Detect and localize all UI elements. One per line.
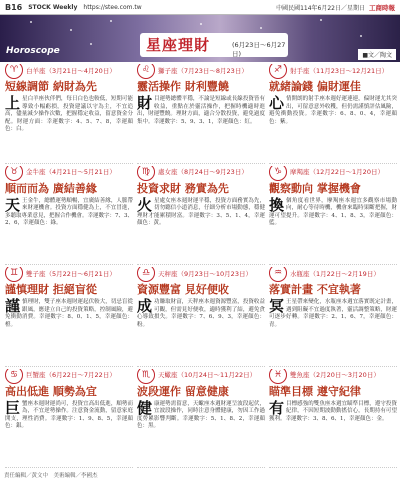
sign-headline: 順而而為 廣結善緣 — [5, 181, 97, 195]
libra-icon: ♎ — [137, 267, 155, 282]
sign-name: 射手座（11月23日～12月21日） — [290, 66, 389, 75]
drop-cap: 心 — [269, 94, 285, 112]
drop-cap: 有 — [269, 398, 285, 417]
sign-headline: 瞄準目標 遵守紀律 — [269, 384, 361, 398]
horoscope-banner — [0, 15, 400, 62]
horoscope-grid — [5, 64, 397, 468]
drop-cap: 火 — [137, 195, 153, 214]
sign-headline: 高出低進 順勢為宜 — [5, 384, 97, 398]
sign-body: 王金牛，總體運勢順暢，宜廣結善緣，人脈帶來財運機會。投資方面穩健為上，不宜冒進，多聽取專業意見，把握合作機會。幸運數字：7、3、2、6，幸運顏色：綠。 — [5, 197, 133, 226]
taurus-icon: ♉ — [5, 166, 23, 181]
site-url[interactable]: https://stee.com.tw — [83, 3, 142, 11]
sign-name: 白羊座（3月21日～4月20日） — [26, 66, 116, 75]
virgo-icon: ♍ — [137, 166, 155, 181]
sign-name: 天秤座（9月23日～10月23日） — [158, 269, 252, 278]
sign-headline: 資源豐富 見好便收 — [137, 283, 229, 296]
drop-cap: 財 — [137, 94, 153, 112]
title-box — [140, 33, 288, 57]
sign-name: 處女座（8月24日～9月23日） — [158, 168, 248, 176]
sign-headline: 觀察動向 掌握機會 — [269, 181, 361, 195]
sign-card-libra — [137, 267, 265, 367]
sign-card-aries — [5, 64, 133, 164]
sign-card-pisces — [269, 369, 397, 469]
page-header — [0, 0, 400, 15]
sign-body: 目標感強的雙魚座本週宜瞄準目標，遵守投資紀律，不因短期波動動搖信心，長期持有可望獲利。幸運數字：3、8、6、1，幸運顏色：金。 — [269, 400, 397, 422]
sign-card-capricorn — [269, 166, 397, 266]
sign-card-leo — [137, 64, 265, 164]
sign-name: 巨蟹座（6月22日～7月22日） — [26, 371, 116, 379]
sign-headline: 謹慎理財 拒絕盲從 — [5, 283, 97, 296]
sign-headline: 投資求財 務實為先 — [137, 181, 229, 195]
page-footer: 責任編輯／黃文中 美術編輯／李國杰 — [4, 473, 98, 479]
sign-name: 水瓶座（1月22日～2月19日） — [290, 269, 380, 278]
issue-date: 中國民國114年6月22日／星期日 — [276, 4, 365, 12]
leo-icon: ♌ — [137, 64, 155, 79]
sign-card-taurus — [5, 166, 133, 266]
sign-name: 摩羯座（12月22日～1月20日） — [290, 168, 384, 176]
capricorn-icon: ♑ — [269, 166, 287, 181]
drop-cap: 巨 — [5, 398, 21, 417]
newspaper-logo: 工商時報 — [369, 3, 395, 12]
brand-name: STOCK Weekly — [28, 3, 78, 11]
sign-body: 星處女座本週財運平穩，投資方面務實為先，切勿聽信小道消息，仔細分析市場動態，穩健理財才能累積財富。幸運數字：3、5、1、4，幸運顏色：黃。 — [137, 197, 265, 226]
sign-headline: 波段運作 留意健康 — [137, 384, 229, 398]
sign-card-scorpio — [137, 369, 265, 469]
drop-cap: 健 — [137, 398, 153, 417]
aries-icon: ♈ — [5, 64, 23, 79]
sign-headline: 靈活操作 財利豐饒 — [137, 80, 229, 93]
sign-name: 雙子座（5月22日～6月21日） — [26, 269, 116, 278]
date-range: (6月23日～6月27日) — [232, 41, 286, 58]
sign-card-gemini — [5, 267, 133, 367]
aquarius-icon: ♒ — [269, 267, 287, 282]
byline: ■文／陶文 — [358, 49, 396, 60]
drop-cap: 謹 — [5, 297, 21, 315]
scorpio-icon: ♏ — [137, 369, 155, 384]
drop-cap: 上 — [5, 94, 21, 112]
sign-body: 王星帶來變化，水瓶座本週宜落實既定計畫，遇到阻礙不宜過度執著，靈活調整策略，財運可逐步好轉。幸運數字：2、1、6、7，幸運顏色：青。 — [269, 299, 397, 328]
drop-cap: 天 — [5, 195, 21, 214]
sagittarius-icon: ♐ — [269, 64, 287, 79]
sign-body: 個角度看世界，摩羯座本週宜多觀察市場動向，耐心等待時機，機會來臨時果斷把握，財運可望提升。幸運數字：4、1、8、3，幸運顏色：藍。 — [269, 197, 397, 226]
page-title: 星座理財 — [146, 36, 211, 54]
section-label: Horoscope — [6, 46, 60, 56]
sign-headline: 落實計畫 不宜執著 — [269, 283, 361, 296]
sign-headline: 就緒論錢 偏財運佳 — [269, 80, 361, 93]
sign-body: 情開朗的射手座本週好運連連，偏財運尤其突出，可留意意外收穫，但仍需謹慎評估風險，避免衝動投資。幸運數字：6、8、0、4，幸運顏色：紫。 — [269, 96, 397, 125]
sign-name: 雙魚座（2月20日～3月20日） — [290, 371, 380, 379]
page-number: B16 — [5, 2, 23, 12]
sign-body: 蟹座本週財運尚可，投資宜高出低進，順勢而為，不宜逆勢操作。注意資金流動，留意家庭開支，理性消費。幸運數字：1、9、8、5，幸運顏色：銀。 — [5, 400, 133, 429]
sign-body: 目運勢總體平穩，不論是短線或長線投資皆有收益，重點在於靈活操作，把握時機適時進出，財運豐饒。理財方面，適合分散投資，避免過度集中。幸運數字：5、9、3、1，幸運顏色：紅。 — [137, 96, 265, 125]
sign-name: 獅子座（7月23日～8月23日） — [158, 66, 248, 75]
drop-cap: 成 — [137, 297, 153, 315]
pisces-icon: ♓ — [269, 369, 287, 384]
sign-name: 天蠍座（10月24日～11月22日） — [158, 371, 257, 379]
sign-body: 功賺取財富，天秤座本週資源豐富，投資收益可觀，但需見好便收，適時獲利了結，避免貪心導致損失。幸運數字：7、6、9、3，幸運顏色：粉。 — [137, 299, 265, 328]
sign-card-virgo — [137, 166, 265, 266]
cancer-icon: ♋ — [5, 369, 23, 384]
sign-name: 金牛座（4月21日～5月21日） — [26, 168, 116, 176]
sign-body: 慎理財，雙子座本週財運起伏較大，切忌盲從跟風，應建立自己的投資策略，控制風險，避免衝動消費。幸運數字：8、0、1、5，幸運顏色：橙。 — [5, 299, 133, 328]
gemini-icon: ♊ — [5, 267, 23, 282]
sign-body: 星白羊座伙伴們，每日白色也較低，短期可能導致小幅虧損，投資建議以守為主，不宜追高，儘量減少操作次數，把握穩定收益，留意資金分配。財運方面：幸運數字：4、5、7、8，幸運顏色：白。 — [5, 96, 133, 132]
sign-card-sagittarius — [269, 64, 397, 164]
drop-cap: 冥 — [269, 297, 285, 315]
sign-body: 康運勢需留意，天蠍座本週財運呈波段起伏，宜波段操作，同時注意身體健康，勿因工作過度勞累影響判斷。幸運數字：5、1、8、2，幸運顏色：黑。 — [137, 400, 265, 429]
drop-cap: 換 — [269, 195, 285, 214]
sign-card-aquarius — [269, 267, 397, 367]
sign-card-cancer — [5, 369, 133, 469]
sign-headline: 短線調節 納財為先 — [5, 80, 97, 93]
